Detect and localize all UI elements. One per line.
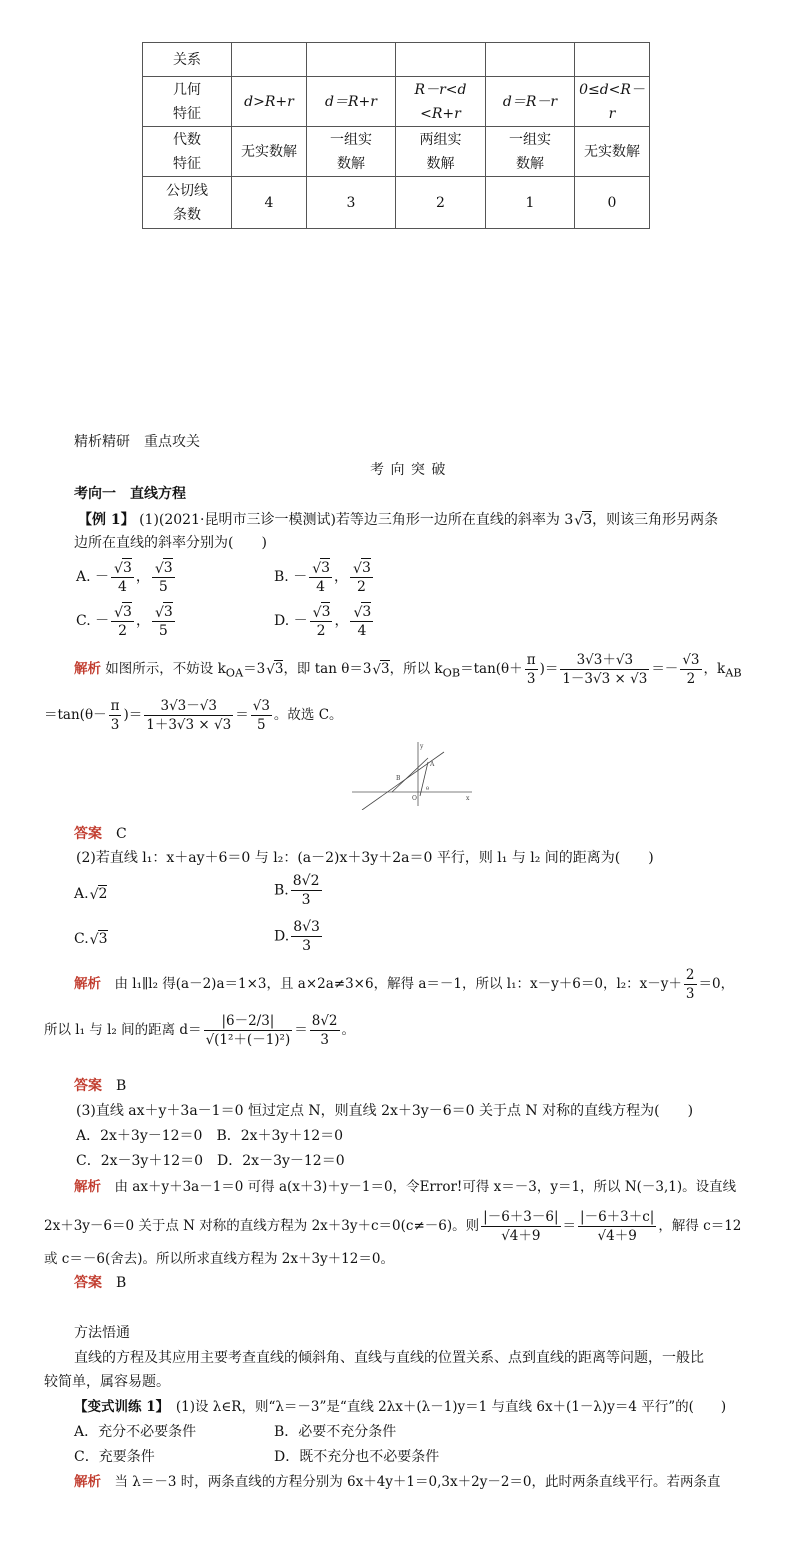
variant-analysis: 解析 当 λ＝－3 时，两条直线的方程分别为 6x＋4y＋1＝0,3x＋2y－2＝0，此时两条直线平行。若两条直 [74, 1474, 721, 1490]
method-title: 方法悟通 [74, 1325, 130, 1341]
example-1-line-2: 边所在直线的斜率分别为( ) [74, 535, 267, 551]
label-theta: θ [426, 786, 430, 792]
answer-1: 答案 C [74, 826, 127, 842]
variant-question: 【变式训练 1】 (1)设 λ∈R，则“λ＝－3”是“直线 2λx＋(λ－1)y＝1 与直线 6x＋(1－λ)y＝4 平行”的( ) [74, 1399, 727, 1415]
table-cell [307, 43, 396, 77]
table-cell: d＝R－r [486, 77, 575, 127]
option-b: B. － √ $\frac{3}{4}$ ， √ $\frac{3}{2}$ [274, 558, 375, 596]
table-cell: d＝R+r [307, 77, 396, 127]
variant-option-a: A．充分不必要条件 [74, 1424, 197, 1440]
row-head: 公切线 条数 [143, 177, 232, 229]
answer-2: 答案 B [74, 1078, 127, 1094]
table-cell: 0≤d<R－r [575, 77, 650, 127]
table-cell: R－r<d <R+r [396, 77, 486, 127]
analysis-label: 解析 [74, 661, 101, 677]
row-head: 关系 [143, 43, 232, 77]
q2-option-c: C.√ 3 [74, 930, 108, 948]
q3-analysis-line-3: 或 c＝－6(舍去)。所以所求直线方程为 2x＋3y＋12＝0。 [44, 1251, 394, 1267]
q3-analysis-line-1: 解析 由 ax＋y＋3a－1＝0 可得 a(x＋3)＋y－1＝0，令Error!可得 x＝－3，y＝1，所以 N(－3,1)。设直线 [74, 1179, 737, 1195]
table-cell: 1 [486, 177, 575, 229]
option-c: C. － √ $\frac{3}{2}$ ， √ $\frac{3}{5}$ [76, 602, 177, 640]
table-cell [232, 43, 307, 77]
label-a: A [430, 761, 435, 768]
method-line-2: 较简单，属容易题。 [44, 1374, 170, 1390]
circle-relation-table [142, 42, 650, 229]
q2-analysis-line-1: 解析 由 l₁∥l₂ 得(a－2)a＝1×3，且 a×2a≠3×6，解得 a＝－1，所以 l₁：x－y＋6＝0，l₂：x－y＋ $\frac{2}{3}$ ＝0， [74, 967, 735, 1002]
q2-option-d: D. $\frac{8√3}{3}$ [274, 919, 320, 954]
center-title: 考 向 突 破 [370, 462, 447, 478]
section-heading: 精析精研 重点攻关 [74, 434, 200, 450]
question-2: (2)若直线 l₁：x＋ay＋6＝0 与 l₂：(a－2)x＋3y＋2a＝0 平行，则 l₁ 与 l₂ 间的距离为( ) [76, 850, 654, 866]
table-row [143, 177, 650, 229]
option-a: A. － √ $\frac{3}{4}$ ， √ $\frac{3}{5}$ [76, 558, 177, 596]
example-1-line-1 [78, 511, 718, 529]
label-b: B [396, 775, 401, 782]
option-d: D. － √ $\frac{3}{2}$ ， √ $\frac{3}{4}$ [274, 602, 375, 640]
table-cell: 无实数解 [232, 127, 307, 177]
table-cell: 一组实 数解 [486, 127, 575, 177]
question-text: ，则该三角形另两条 [592, 512, 719, 528]
table-cell: 两组实 数解 [396, 127, 486, 177]
table-cell [575, 43, 650, 77]
variant-option-b: B．必要不充分条件 [274, 1424, 397, 1440]
q2-analysis-line-2: 所以 l₁ 与 l₂ 间的距离 d＝ $\frac{|6-2/3|}{\text{√(1²＋(－1)²)}}$ ＝ $\frac{8√2}{3}$ 。 [44, 1013, 356, 1048]
table-cell: d>R+r [232, 77, 307, 127]
label-x: x [466, 795, 470, 802]
sqrt: √ 3 [582, 511, 592, 529]
question-text: (1)(2021·昆明市三诊一模测试)若等边三角形一边所在直线的斜率为 3 [139, 512, 574, 528]
q2-option-b: B. $\frac{8√2}{3}$ [274, 873, 320, 908]
table-row [143, 43, 650, 77]
table-cell [486, 43, 575, 77]
table-cell: 4 [232, 177, 307, 229]
variant-option-c: C．充要条件 [74, 1449, 155, 1465]
analysis-1-line-2: ＝tan(θ－ $\frac{\pi}{3}$ )＝ $\frac{3√3-√3}{1+3√3 \times √3}$ ＝ $\frac{√3}{5}$ 。故选 C。 [44, 698, 343, 733]
label-y: y [420, 743, 424, 750]
variant-option-d: D．既不充分也不必要条件 [274, 1449, 440, 1465]
q3-options-2: C．2x－3y＋12＝0 D．2x－3y－12＝0 [76, 1153, 345, 1169]
question-3: (3)直线 ax＋y＋3a－1＝0 恒过定点 N，则直线 2x＋3y－6＝0 关于点 N 对称的直线方程为( ) [76, 1103, 694, 1119]
table-row [143, 77, 650, 127]
q2-option-a: A.√ 2 [74, 885, 107, 903]
table-cell: 无实数解 [575, 127, 650, 177]
analysis-1-line-1: 解析 如图所示，不妨设 $k_{OA}=3√$ 3，即 tan θ＝3√ 3，所以 $k_{OB}=\tan(\theta+$ $\frac{\pi}{3}$ )＝ $\frac{3√3+√3}{1-3√3 \times √3}$ ＝－ $\frac{√3}{2}$ ，$k_{AB}$ [74, 651, 742, 688]
method-line-1: 直线的方程及其应用主要考查直线的倾斜角、直线与直线的位置关系、点到直线的距离等问题，一般比 [74, 1350, 704, 1366]
topic-heading: 考向一 直线方程 [74, 486, 186, 502]
table-row [143, 127, 650, 177]
q3-options-1: A．2x＋3y－12＝0 B．2x＋3y＋12＝0 [76, 1128, 344, 1144]
table-cell: 2 [396, 177, 486, 229]
answer-3: 答案 B [74, 1275, 127, 1291]
slope-figure [352, 740, 477, 810]
example-label: 【例 1】 [78, 512, 135, 528]
label-o: O [412, 795, 417, 802]
q3-analysis-line-2: 2x＋3y－6＝0 关于点 N 对称的直线方程为 2x＋3y＋c＝0(c≠－6)。则 $\frac{|-6+3-6|}{√4+9}$ ＝ $\frac{|-6+3+c|}{√4+9}$ ，解得 c＝12 [44, 1209, 742, 1244]
row-head: 几何 特征 [143, 77, 232, 127]
table-cell: 一组实 数解 [307, 127, 396, 177]
table-cell [396, 43, 486, 77]
table-cell: 0 [575, 177, 650, 229]
table-cell: 3 [307, 177, 396, 229]
row-head: 代数 特征 [143, 127, 232, 177]
